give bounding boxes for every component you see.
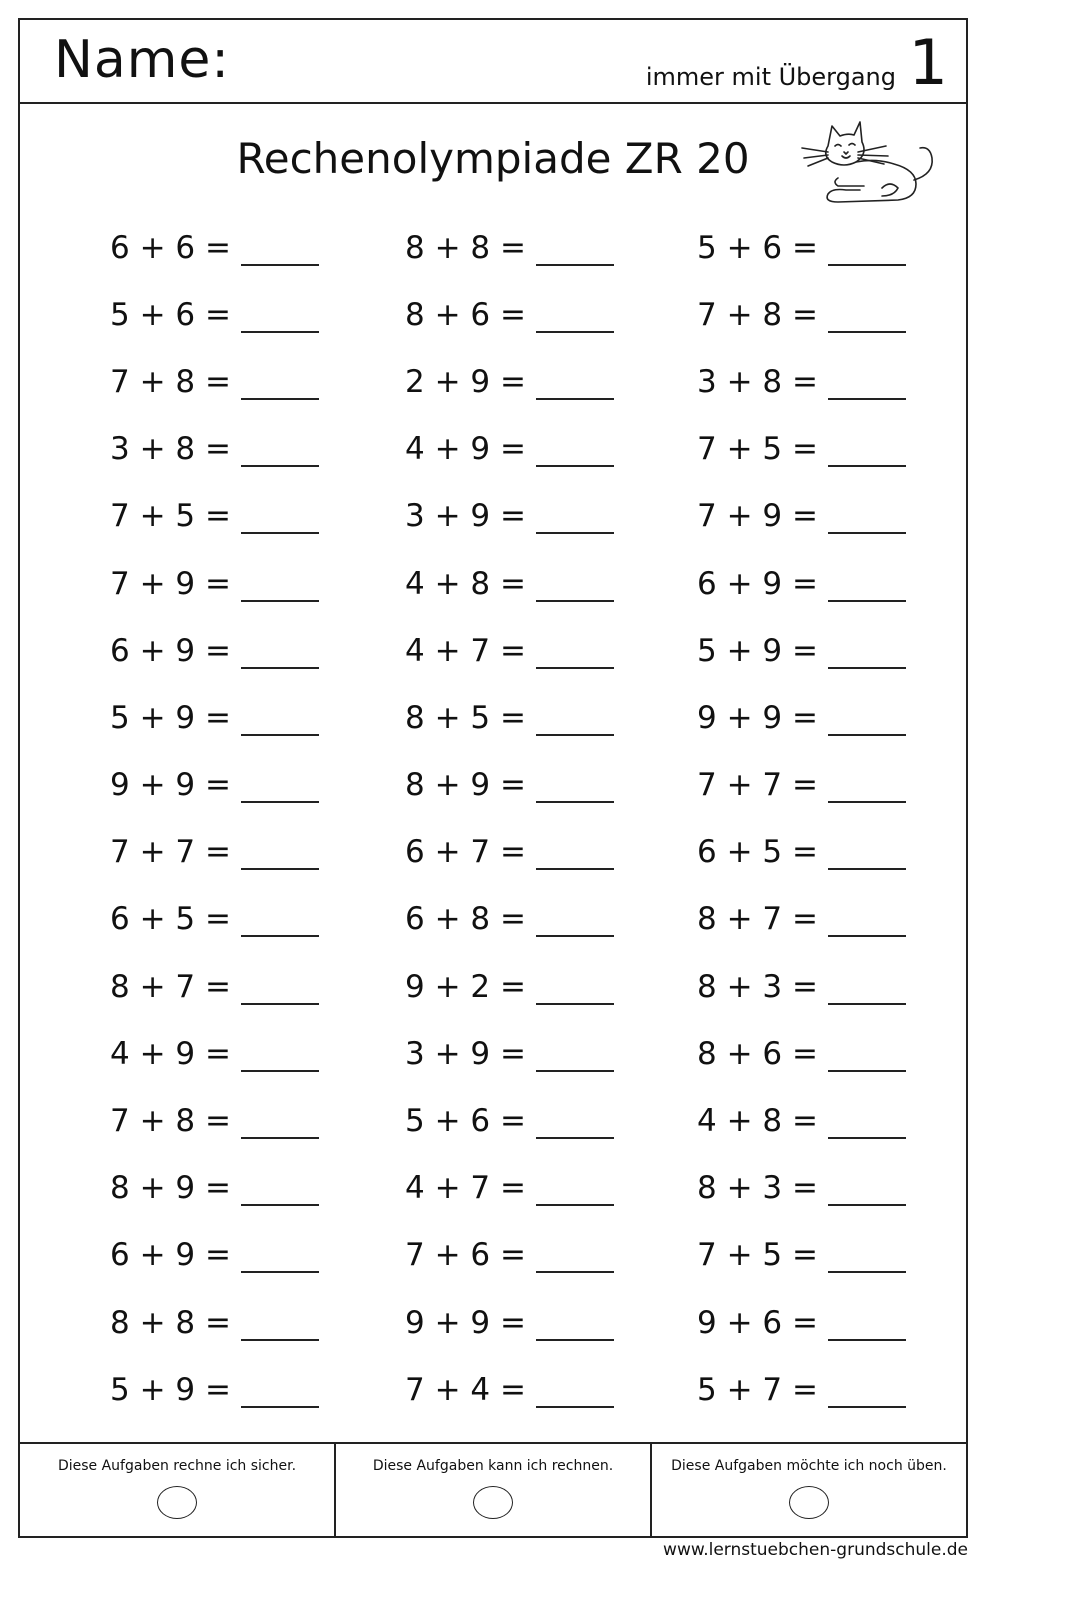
task-expression: 6 + 5 = [697, 834, 818, 871]
answer-blank[interactable] [828, 700, 906, 736]
answer-blank[interactable] [828, 767, 906, 803]
task-expression: 7 + 4 = [405, 1371, 526, 1408]
assessment-circle[interactable] [157, 1486, 197, 1519]
answer-blank[interactable] [536, 1305, 614, 1341]
task-row [110, 752, 390, 819]
answer-blank[interactable] [828, 1305, 906, 1341]
task-row [110, 819, 390, 886]
answer-blank[interactable] [536, 901, 614, 937]
assessment-circle[interactable] [789, 1486, 829, 1519]
answer-blank[interactable] [241, 700, 319, 736]
task-expression: 9 + 9 = [697, 699, 818, 736]
task-expression: 7 + 8 = [110, 1103, 231, 1140]
answer-blank[interactable] [828, 969, 906, 1005]
assessment-text: Diese Aufgaben kann ich rechnen. [372, 1458, 614, 1474]
assessment-text: Diese Aufgaben rechne ich sicher. [57, 1458, 297, 1474]
task-column-2 [405, 214, 685, 1423]
self-assessment-footer [20, 1442, 966, 1536]
answer-blank[interactable] [536, 1170, 614, 1206]
answer-blank[interactable] [241, 297, 319, 333]
assessment-text: Diese Aufgaben möchte ich noch üben. [671, 1458, 947, 1474]
task-expression: 8 + 5 = [405, 699, 526, 736]
answer-blank[interactable] [828, 1170, 906, 1206]
task-expression: 3 + 8 = [697, 363, 818, 400]
task-row [110, 1155, 390, 1222]
task-expression: 6 + 9 = [110, 1237, 231, 1274]
answer-blank[interactable] [828, 364, 906, 400]
task-expression: 6 + 6 = [110, 229, 231, 266]
task-row [697, 617, 977, 684]
answer-blank[interactable] [536, 498, 614, 534]
task-expression: 8 + 6 = [405, 296, 526, 333]
task-row [405, 416, 685, 483]
task-row [405, 1155, 685, 1222]
task-expression: 8 + 7 = [697, 901, 818, 938]
task-expression: 8 + 6 = [697, 1035, 818, 1072]
task-row [697, 1222, 977, 1289]
answer-blank[interactable] [241, 230, 319, 266]
answer-blank[interactable] [828, 1103, 906, 1139]
task-row [110, 1087, 390, 1154]
task-row [697, 1356, 977, 1423]
task-row [110, 348, 390, 415]
task-expression: 9 + 9 = [405, 1304, 526, 1341]
task-row [405, 1289, 685, 1356]
task-row [697, 953, 977, 1020]
task-expression: 6 + 9 = [697, 565, 818, 602]
task-row [697, 416, 977, 483]
task-row [405, 1356, 685, 1423]
answer-blank[interactable] [536, 1036, 614, 1072]
task-row [110, 1289, 390, 1356]
task-expression: 8 + 9 = [405, 767, 526, 804]
subtitle: immer mit Übergang [645, 63, 896, 91]
answer-blank[interactable] [241, 1372, 319, 1408]
assessment-cell-sure [20, 1444, 334, 1536]
task-row [110, 483, 390, 550]
task-expression: 5 + 9 = [110, 1371, 231, 1408]
cat-icon [798, 118, 943, 210]
answer-blank[interactable] [241, 1237, 319, 1273]
task-expression: 5 + 6 = [405, 1103, 526, 1140]
answer-blank[interactable] [536, 297, 614, 333]
task-row [697, 819, 977, 886]
answer-blank[interactable] [828, 498, 906, 534]
task-row [110, 281, 390, 348]
answer-blank[interactable] [241, 1103, 319, 1139]
task-expression: 4 + 7 = [405, 1170, 526, 1207]
answer-blank[interactable] [241, 767, 319, 803]
task-row [405, 281, 685, 348]
answer-blank[interactable] [241, 834, 319, 870]
task-expression: 4 + 8 = [697, 1103, 818, 1140]
task-row [697, 550, 977, 617]
task-expression: 3 + 9 = [405, 1035, 526, 1072]
worksheet [18, 18, 968, 1538]
task-expression: 5 + 9 = [697, 632, 818, 669]
task-row [110, 953, 390, 1020]
answer-blank[interactable] [828, 566, 906, 602]
task-row [110, 617, 390, 684]
assessment-cell-can [334, 1444, 650, 1536]
answer-blank[interactable] [828, 297, 906, 333]
task-expression: 8 + 9 = [110, 1170, 231, 1207]
task-row [110, 1356, 390, 1423]
answer-blank[interactable] [828, 431, 906, 467]
task-expression: 9 + 9 = [110, 767, 231, 804]
answer-blank[interactable] [536, 566, 614, 602]
task-row [697, 214, 977, 281]
answer-blank[interactable] [241, 969, 319, 1005]
task-row [405, 1222, 685, 1289]
task-expression: 6 + 5 = [110, 901, 231, 938]
assessment-circle[interactable] [473, 1486, 513, 1519]
header [20, 20, 966, 104]
answer-blank[interactable] [828, 230, 906, 266]
task-expression: 4 + 8 = [405, 565, 526, 602]
task-expression: 5 + 7 = [697, 1371, 818, 1408]
answer-blank[interactable] [241, 901, 319, 937]
task-row [405, 348, 685, 415]
task-expression: 8 + 3 = [697, 1170, 818, 1207]
task-row [697, 1087, 977, 1154]
task-expression: 5 + 9 = [110, 699, 231, 736]
task-expression: 2 + 9 = [405, 363, 526, 400]
task-row [697, 483, 977, 550]
task-row [405, 214, 685, 281]
answer-blank[interactable] [828, 1237, 906, 1273]
answer-blank[interactable] [536, 969, 614, 1005]
task-expression: 7 + 7 = [110, 834, 231, 871]
task-expression: 9 + 2 = [405, 968, 526, 1005]
answer-blank[interactable] [536, 431, 614, 467]
sheet-number: 1 [908, 26, 948, 99]
answer-blank[interactable] [828, 901, 906, 937]
task-row [697, 348, 977, 415]
task-expression: 6 + 9 = [110, 632, 231, 669]
task-expression: 9 + 6 = [697, 1304, 818, 1341]
task-expression: 4 + 7 = [405, 632, 526, 669]
task-expression: 8 + 8 = [110, 1304, 231, 1341]
task-expression: 7 + 5 = [697, 1237, 818, 1274]
answer-blank[interactable] [536, 834, 614, 870]
task-expression: 7 + 9 = [697, 498, 818, 535]
task-expression: 6 + 8 = [405, 901, 526, 938]
answer-blank[interactable] [828, 1036, 906, 1072]
task-row [405, 550, 685, 617]
task-row [405, 1020, 685, 1087]
task-expression: 5 + 6 = [697, 229, 818, 266]
answer-blank[interactable] [536, 1372, 614, 1408]
task-row [697, 684, 977, 751]
task-row [697, 281, 977, 348]
answer-blank[interactable] [241, 633, 319, 669]
answer-blank[interactable] [536, 230, 614, 266]
task-row [110, 1222, 390, 1289]
task-row [697, 752, 977, 819]
answer-blank[interactable] [241, 364, 319, 400]
task-row [405, 483, 685, 550]
task-row [110, 214, 390, 281]
task-expression: 7 + 5 = [110, 498, 231, 535]
task-row [697, 1155, 977, 1222]
answer-blank[interactable] [536, 1103, 614, 1139]
task-expression: 7 + 8 = [110, 363, 231, 400]
task-row [405, 684, 685, 751]
task-row [405, 953, 685, 1020]
assessment-cell-practice [650, 1444, 966, 1536]
task-row [405, 752, 685, 819]
task-row [697, 1020, 977, 1087]
answer-blank[interactable] [241, 431, 319, 467]
task-column-3 [697, 214, 977, 1423]
task-expression: 3 + 9 = [405, 498, 526, 535]
task-row [405, 617, 685, 684]
answer-blank[interactable] [241, 566, 319, 602]
answer-blank[interactable] [536, 767, 614, 803]
page-title: Rechenolympiade ZR 20 [236, 134, 750, 183]
task-row [110, 416, 390, 483]
task-expression: 8 + 3 = [697, 968, 818, 1005]
task-row [110, 684, 390, 751]
task-row [405, 819, 685, 886]
task-row [110, 550, 390, 617]
answer-blank[interactable] [241, 1305, 319, 1341]
task-expression: 4 + 9 = [405, 431, 526, 468]
website-url: www.lernstuebchen-grundschule.de [663, 1540, 968, 1560]
task-expression: 4 + 9 = [110, 1035, 231, 1072]
task-expression: 3 + 8 = [110, 431, 231, 468]
task-expression: 7 + 6 = [405, 1237, 526, 1274]
answer-blank[interactable] [828, 633, 906, 669]
task-row [405, 886, 685, 953]
task-expression: 6 + 7 = [405, 834, 526, 871]
name-label: Name: [54, 30, 230, 90]
task-row [110, 1020, 390, 1087]
answer-blank[interactable] [828, 1372, 906, 1408]
answer-blank[interactable] [536, 364, 614, 400]
task-expression: 7 + 8 = [697, 296, 818, 333]
task-row [697, 1289, 977, 1356]
task-expression: 7 + 5 = [697, 431, 818, 468]
answer-blank[interactable] [828, 834, 906, 870]
task-row [405, 1087, 685, 1154]
task-expression: 8 + 7 = [110, 968, 231, 1005]
answer-blank[interactable] [536, 1237, 614, 1273]
answer-blank[interactable] [241, 1036, 319, 1072]
task-expression: 7 + 9 = [110, 565, 231, 602]
answer-blank[interactable] [241, 498, 319, 534]
answer-blank[interactable] [536, 700, 614, 736]
task-column-1 [110, 214, 390, 1423]
task-row [110, 886, 390, 953]
answer-blank[interactable] [241, 1170, 319, 1206]
task-expression: 5 + 6 = [110, 296, 231, 333]
task-row [697, 886, 977, 953]
task-expression: 7 + 7 = [697, 767, 818, 804]
task-expression: 8 + 8 = [405, 229, 526, 266]
answer-blank[interactable] [536, 633, 614, 669]
